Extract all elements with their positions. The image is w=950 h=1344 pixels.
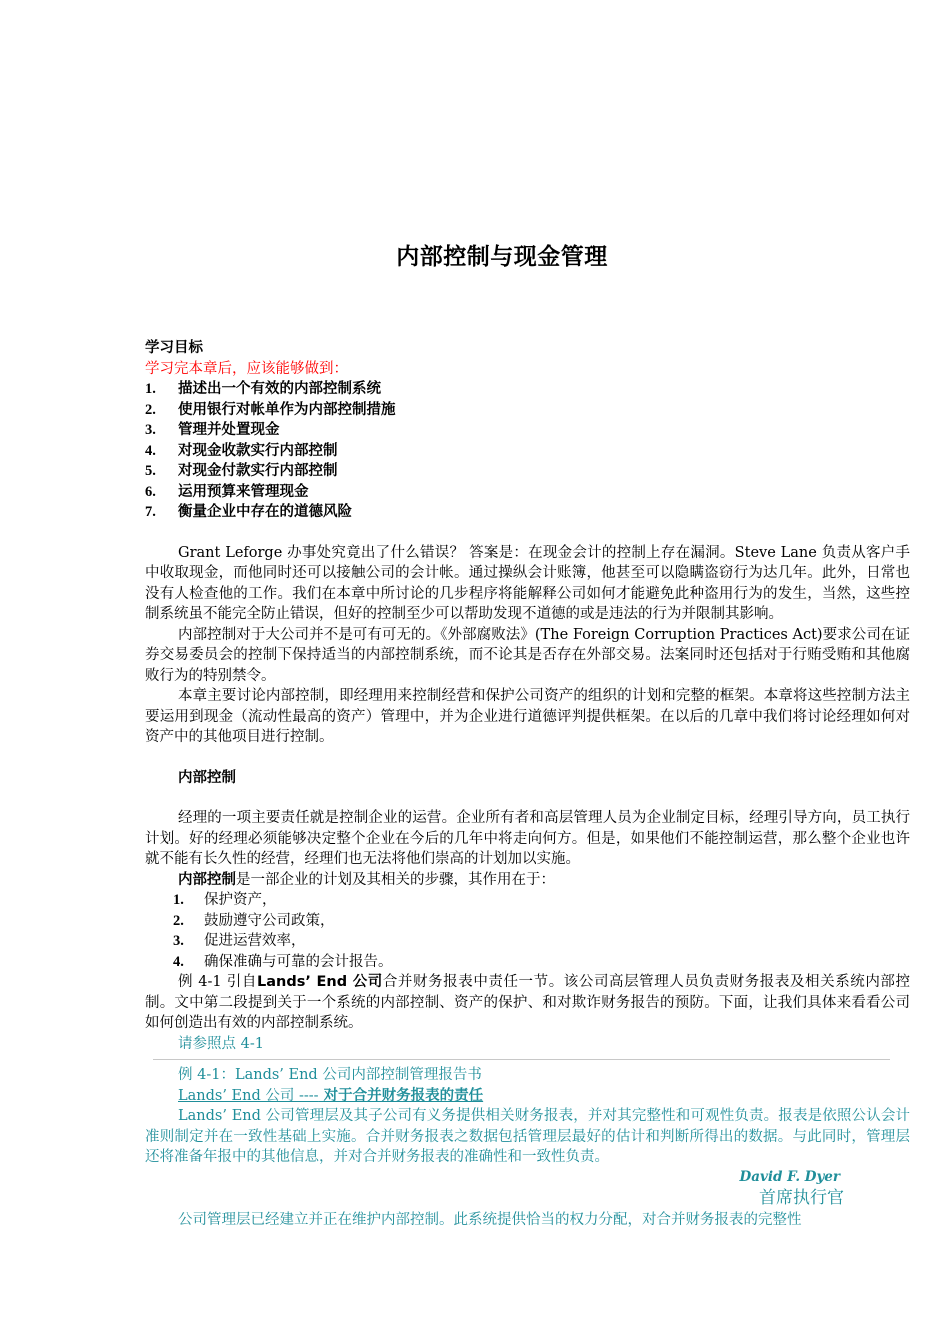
list-text: 确保准确与可靠的会计报告。 <box>204 953 393 970</box>
exhibit-paragraph: Lands’ End 公司管理层及其子公司有义务提供相关财务报表，并对其完整性和可观性负责。报表是依照公认会计准则制定并在一致性基础上实施。合并财务报表之数据包括管理层最好的估计和判断所得出的数据。与此同时，管理层还将准备年报中的其他信息，并对合并财务报表的准确性和一致性负责。 <box>145 1108 910 1165</box>
list-item <box>173 952 910 973</box>
paragraph: Grant Leforge 办事处究竟出了什么错误？ 答案是：在现金会计的控制上存在漏洞。Steve Lane 负责从客户手中收取现金，而他同时还可以接触公司的会计帐。通过操纵会计账簿，他甚至可以隐瞒盗窃行为达几年。此外，日常也没有人检查他的工作。我们在本章中所讨论的几步程序将能解释公司如何才能避免此种盗用行为的发生，当然，这些控制系统虽不能完全防止错误，但好的控制至少可以帮助发现不道德的或是违法的行为并限制其影响。 <box>145 544 910 622</box>
list-text: 对现金收款实行内部控制 <box>178 442 338 459</box>
spacer <box>145 523 910 543</box>
exhibit-paragraph: 公司管理层已经建立并正在维护内部控制。此系统提供恰当的权力分配，对合并财务报表的完整性 <box>178 1211 802 1228</box>
exhibit-caption: 例 4-1：Lands’ End 公司内部控制管理报告书 <box>178 1067 482 1083</box>
list-item <box>145 420 910 441</box>
list-item <box>145 502 910 523</box>
definition-text: 是一部企业的计划及其相关的步骤，其作用在于： <box>236 871 555 888</box>
list-number: 3. <box>173 933 184 949</box>
example-paragraph <box>145 972 910 1034</box>
example-company: Lands’ End 公司 <box>256 974 383 990</box>
exhibit-subtitle <box>145 1086 910 1107</box>
example-post: 合并财务报表中责任一节。该公司高层管理人员负责财务报表及相关系统内部控制。文中第二段提到关于一个系统的内部控制、资产的保护、和对欺诈财务报告的预防。下面，让我们具体来看看公司如何创造出有效的内部控制系统。 <box>145 974 911 1031</box>
list-text: 描述出一个有效的内部控制系统 <box>178 381 381 397</box>
exhibit-box <box>145 1065 910 1230</box>
list-text: 鼓励遵守公司政策， <box>204 912 335 929</box>
list-number: 1. <box>145 381 156 397</box>
objectives-list <box>145 379 910 523</box>
list-number: 7. <box>145 504 156 520</box>
list-number: 4. <box>145 442 156 459</box>
list-number: 5. <box>145 463 156 479</box>
list-item <box>145 482 910 503</box>
exhibit-subtitle-company: Lands’ End 公司 ---- <box>178 1087 319 1104</box>
divider <box>153 1059 890 1060</box>
list-number: 2. <box>145 401 156 418</box>
list-item <box>173 890 910 911</box>
document-body <box>145 338 910 1230</box>
exhibit-subtitle-bold: 对于合并财务报表的责任 <box>318 1087 484 1104</box>
list-text: 促进运营效率， <box>204 933 306 949</box>
paragraph: 本章主要讨论内部控制，即经理用来控制经营和保护公司资产的组织的计划和完整的框架。本章将这些控制方法主要运用到现金（流动性最高的资产）管理中，并为企业进行道德评判提供框架。在以后的几章中我们将讨论经理如何对资产中的其他项目进行控制。 <box>145 688 910 745</box>
signature: David F. Dyer <box>739 1168 840 1185</box>
definition-paragraph <box>145 870 910 891</box>
spacer <box>145 748 910 768</box>
list-number: 6. <box>145 483 156 500</box>
list-item <box>145 461 910 482</box>
signature-title: 首席执行官 <box>759 1187 844 1208</box>
list-text: 衡量企业中存在的道德风险 <box>178 504 352 520</box>
objectives-heading: 学习目标 <box>145 340 203 356</box>
list-text: 运用预算来管理现金 <box>178 483 309 500</box>
spacer <box>145 788 910 808</box>
definition-term: 内部控制 <box>178 871 236 888</box>
list-number: 4. <box>173 953 184 970</box>
list-item <box>145 441 910 462</box>
list-item <box>145 379 910 400</box>
list-text: 对现金付款实行内部控制 <box>178 463 338 479</box>
list-number: 1. <box>173 892 184 908</box>
paragraph: 经理的一项主要责任就是控制企业的运营。企业所有者和高层管理人员为企业制定目标，经理引导方向，员工执行计划。好的经理必须能够决定整个企业在今后的几年中将走向何方。但是，如果他们不能控制运营，那么整个企业也许就不能有长久性的经营，经理们也无法将他们崇高的计划加以实施。 <box>145 810 910 867</box>
paragraph: 内部控制对于大公司并不是可有可无的。《外部腐败法》(The Foreign Corruption Practices Act)要求公司在证券交易委员会的控制下保持适当的内部控制系统，而不论其是否存在外部交易。法案同时还包括对于行贿受贿和其他腐败行为的特别禁令。 <box>145 626 910 684</box>
purpose-list <box>145 890 910 972</box>
see-point-link[interactable]: 请参照点 4-1 <box>178 1035 264 1052</box>
objectives-intro: 学习完本章后，应该能够做到： <box>145 360 348 377</box>
list-text: 保护资产， <box>204 892 277 908</box>
list-item <box>145 400 910 421</box>
list-text: 使用银行对帐单作为内部控制措施 <box>178 401 396 418</box>
page-title: 内部控制与现金管理 <box>396 244 608 270</box>
list-item <box>173 931 910 952</box>
section-heading: 内部控制 <box>178 769 236 786</box>
list-item <box>173 911 910 932</box>
list-text: 管理并处置现金 <box>178 422 280 438</box>
list-number: 3. <box>145 422 156 438</box>
list-number: 2. <box>173 912 184 929</box>
example-pre: 例 4-1 引自 <box>178 974 257 990</box>
